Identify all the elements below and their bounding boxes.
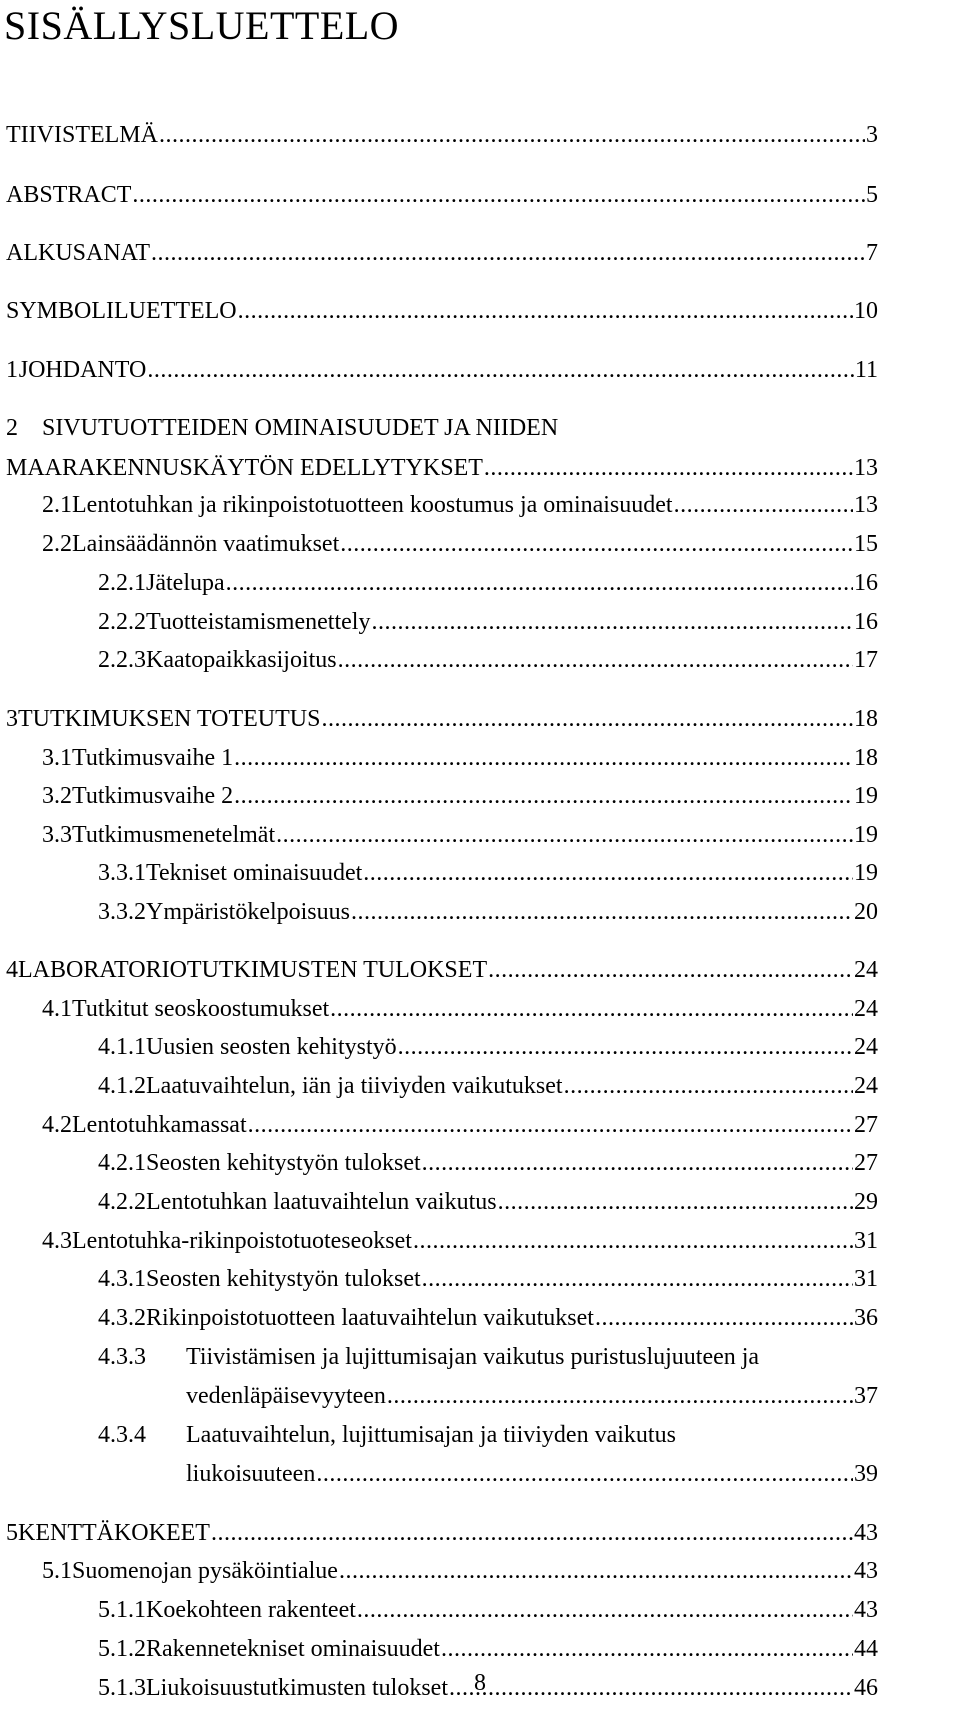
toc-entry-number: 5.1.1 xyxy=(98,1597,146,1623)
toc-entry-number: 3.1 xyxy=(42,745,72,771)
toc-entry[interactable] xyxy=(42,1554,878,1588)
toc-entry-leader xyxy=(398,1030,853,1064)
toc-entry-title: MAARAKENNUSKÄYTÖN EDELLYTYKSET xyxy=(6,455,483,481)
toc-entry-number: 4.2.1 xyxy=(98,1150,146,1176)
page-title: SISÄLLYSLUETTELO xyxy=(4,3,400,48)
toc-entry-page: 46 xyxy=(854,1675,878,1701)
toc-entry-leader xyxy=(441,1632,853,1666)
toc-entry-page: 10 xyxy=(854,298,878,324)
toc-entry[interactable] xyxy=(6,411,878,445)
toc-entry-title: Laatuvaihtelun, lujittumisajan ja tiiviyden vaikutus xyxy=(186,1422,676,1448)
toc-entry[interactable] xyxy=(186,1457,878,1491)
toc-entry-page: 19 xyxy=(854,783,878,809)
toc-entry-number: 4.1.1 xyxy=(98,1034,146,1060)
toc-entry-leader xyxy=(159,118,865,152)
toc-entry-page: 19 xyxy=(854,822,878,848)
toc-entry-title: LABORATORIOTUTKIMUSTEN TULOKSET xyxy=(18,957,488,983)
toc-entry-page: 18 xyxy=(854,706,878,732)
toc-entry-number: 5.1 xyxy=(42,1558,72,1584)
toc-entry[interactable] xyxy=(98,1593,878,1627)
toc-entry-title: Ympäristökelpoisuus xyxy=(146,899,350,925)
toc-entry-leader xyxy=(226,566,853,600)
toc-entry-title: Rakennetekniset ominaisuudet xyxy=(146,1636,440,1662)
toc-entry-page: 29 xyxy=(854,1189,878,1215)
toc-entry[interactable] xyxy=(98,1340,878,1374)
toc-entry[interactable] xyxy=(98,1301,878,1335)
toc-entry-page: 13 xyxy=(854,492,878,518)
toc-entry-number: 4.1.2 xyxy=(98,1073,146,1099)
toc-entry[interactable] xyxy=(6,353,878,387)
toc-entry-leader xyxy=(338,643,853,677)
toc-entry[interactable] xyxy=(6,118,878,152)
toc-entry-number: 2.2.1 xyxy=(98,570,146,596)
toc-entry-title: TIIVISTELMÄ xyxy=(6,122,158,148)
toc-entry-leader xyxy=(238,294,853,328)
toc-entry-number: 2 xyxy=(6,415,18,441)
toc-entry[interactable] xyxy=(42,818,878,852)
toc-entry-title: ALKUSANAT xyxy=(6,240,150,266)
toc-entry-number: 4.3 xyxy=(42,1228,72,1254)
toc-entry-leader xyxy=(330,992,853,1026)
toc-entry-title: Lainsäädännön vaatimukset xyxy=(72,531,340,557)
toc-entry-title: Liukoisuustutkimusten tulokset xyxy=(146,1675,449,1701)
toc-entry-leader xyxy=(564,1069,853,1103)
toc-entry-leader xyxy=(351,895,853,929)
toc-entry-page: 27 xyxy=(854,1150,878,1176)
toc-entry-number: 2.2 xyxy=(42,531,72,557)
toc-entry-number: 4 xyxy=(6,957,18,983)
toc-entry-title: Seosten kehitystyön tulokset xyxy=(146,1266,421,1292)
toc-entry[interactable] xyxy=(98,1262,878,1296)
toc-entry-page: 16 xyxy=(854,609,878,635)
toc-entry-leader xyxy=(488,953,853,987)
toc-entry-number: 3 xyxy=(6,706,18,732)
toc-entry-title: SIVUTUOTTEIDEN OMINAISUUDET JA NIIDEN xyxy=(42,415,559,441)
toc-entry-page: 44 xyxy=(854,1636,878,1662)
toc-entry[interactable] xyxy=(42,1224,878,1258)
toc-entry[interactable] xyxy=(98,856,878,890)
toc-entry-title: Kaatopaikkasijoitus xyxy=(146,647,337,673)
toc-entry-title: Suomenojan pysäköintialue xyxy=(72,1558,338,1584)
toc-entry-number: 4.3.1 xyxy=(98,1266,146,1292)
toc-entry-page: 43 xyxy=(854,1520,878,1546)
toc-entry-leader xyxy=(674,488,853,522)
toc-entry-title: Tuotteistamismenettely xyxy=(146,609,371,635)
toc-entry-number: 4.1 xyxy=(42,996,72,1022)
toc-entry-title: Laatuvaihtelun, iän ja tiiviyden vaikutukset xyxy=(146,1073,563,1099)
toc-entry[interactable] xyxy=(98,566,878,600)
toc-entry-leader xyxy=(316,1457,853,1491)
toc-entry[interactable] xyxy=(6,1516,878,1550)
toc-entry[interactable] xyxy=(98,1030,878,1064)
toc-entry-title: Lentotuhkan ja rikinpoistotuotteen koostumus ja ominaisuudet xyxy=(72,492,673,518)
toc-entry[interactable] xyxy=(98,1069,878,1103)
toc-entry-leader xyxy=(234,741,853,775)
toc-entry-leader xyxy=(413,1224,853,1258)
toc-entry-page: 37 xyxy=(854,1383,878,1409)
toc-entry-title: vedenläpäisevyyteen xyxy=(186,1383,386,1409)
toc-entry-page: 24 xyxy=(854,996,878,1022)
toc-entry-page: 15 xyxy=(854,531,878,557)
toc-entry-page: 18 xyxy=(854,745,878,771)
toc-entry-leader xyxy=(422,1146,853,1180)
toc-entry-number: 2.2.2 xyxy=(98,609,146,635)
toc-entry-leader xyxy=(151,236,865,270)
toc-entry-number: 4.2.2 xyxy=(98,1189,146,1215)
toc-entry-leader xyxy=(595,1301,853,1335)
toc-entry[interactable] xyxy=(98,1418,878,1452)
toc-entry-page: 17 xyxy=(854,647,878,673)
toc-entry-title: Tekniset ominaisuudet xyxy=(146,860,363,886)
toc-entry[interactable] xyxy=(6,236,878,270)
toc-entry-page: 31 xyxy=(854,1228,878,1254)
toc-entry-leader xyxy=(422,1262,853,1296)
toc-entry[interactable] xyxy=(6,451,878,485)
toc-entry-page: 27 xyxy=(854,1112,878,1138)
toc-entry-page: 24 xyxy=(854,957,878,983)
toc-entry-page: 24 xyxy=(854,1073,878,1099)
toc-entry[interactable] xyxy=(42,741,878,775)
toc-entry-title: liukoisuuteen xyxy=(186,1461,316,1487)
toc-entry[interactable] xyxy=(42,527,878,561)
toc-entry-title: Lentotuhkan laatuvaihtelun vaikutus xyxy=(146,1189,497,1215)
toc-entry-title: ABSTRACT xyxy=(6,182,132,208)
toc-entry-page: 7 xyxy=(866,240,878,266)
toc-entry-number: 2.1 xyxy=(42,492,72,518)
toc-entry-page: 19 xyxy=(854,860,878,886)
toc-entry-page: 31 xyxy=(854,1266,878,1292)
toc-entry-page: 11 xyxy=(854,357,878,383)
toc-entry-leader xyxy=(211,1516,853,1550)
toc-entry-title: Seosten kehitystyön tulokset xyxy=(146,1150,421,1176)
toc-entry[interactable] xyxy=(6,178,878,212)
toc-entry-page: 43 xyxy=(854,1558,878,1584)
toc-entry-number: 4.3.2 xyxy=(98,1305,146,1331)
toc-entry-page: 13 xyxy=(854,455,878,481)
toc-entry-leader xyxy=(363,856,853,890)
toc-entry-number: 3.2 xyxy=(42,783,72,809)
toc-entry-leader xyxy=(321,702,853,736)
toc-entry-leader xyxy=(276,818,853,852)
toc-entry-leader xyxy=(357,1593,853,1627)
toc-entry[interactable] xyxy=(98,605,878,639)
toc-entry-title: SYMBOLILUETTELO xyxy=(6,298,237,324)
toc-entry[interactable] xyxy=(98,895,878,929)
page-number: 8 xyxy=(474,1670,486,1696)
toc-entry-number: 4.3.3 xyxy=(98,1344,146,1370)
toc-entry[interactable] xyxy=(98,1185,878,1219)
toc-entry-leader xyxy=(147,353,854,387)
toc-entry-page: 20 xyxy=(854,899,878,925)
toc-entry-number: 1 xyxy=(6,357,18,383)
toc-entry-title: Tutkimusvaihe 1 xyxy=(72,745,234,771)
toc-entry[interactable] xyxy=(6,294,878,328)
toc-entry-title: JOHDANTO xyxy=(18,357,147,383)
toc-entry[interactable] xyxy=(42,992,878,1026)
toc-entry-leader xyxy=(340,527,853,561)
toc-entry-title: TUTKIMUKSEN TOTEUTUS xyxy=(18,706,321,732)
toc-entry-title: Tutkitut seoskoostumukset xyxy=(72,996,330,1022)
toc-entry-number: 5.1.3 xyxy=(98,1675,146,1701)
toc-entry-leader xyxy=(371,605,853,639)
toc-entry-title: Rikinpoistotuotteen laatuvaihtelun vaikutukset xyxy=(146,1305,594,1331)
toc-entry-title: Lentotuhkamassat xyxy=(72,1112,247,1138)
toc-entry[interactable] xyxy=(42,488,878,522)
toc-entry-number: 4.2 xyxy=(42,1112,72,1138)
toc-entry-title: Tiivistämisen ja lujittumisajan vaikutus puristuslujuuteen ja xyxy=(186,1344,760,1370)
toc-entry-title: Koekohteen rakenteet xyxy=(146,1597,356,1623)
toc-entry-leader xyxy=(484,451,853,485)
toc-entry[interactable] xyxy=(98,1632,878,1666)
toc-entry[interactable] xyxy=(186,1379,878,1413)
toc-entry-leader xyxy=(132,178,865,212)
toc-entry-leader xyxy=(339,1554,853,1588)
toc-entry[interactable] xyxy=(42,1108,878,1142)
toc-entry-title: Uusien seosten kehitystyö xyxy=(146,1034,397,1060)
toc-entry[interactable] xyxy=(42,779,878,813)
toc-entry-number: 3.3.1 xyxy=(98,860,146,886)
toc-entry-number: 5.1.2 xyxy=(98,1636,146,1662)
toc-entry-number: 3.3 xyxy=(42,822,72,848)
toc-entry-title: Jätelupa xyxy=(146,570,225,596)
toc-entry-title: KENTTÄKOKEET xyxy=(18,1520,210,1546)
toc-entry-leader xyxy=(234,779,853,813)
toc-entry-leader xyxy=(387,1379,853,1413)
toc-entry-page: 39 xyxy=(854,1461,878,1487)
toc-entry-title: Lentotuhka-rikinpoistotuoteseokset xyxy=(72,1228,412,1254)
toc-entry-leader xyxy=(498,1185,853,1219)
toc-entry-number: 3.3.2 xyxy=(98,899,146,925)
toc-entry-page: 3 xyxy=(866,122,878,148)
toc-entry-page: 36 xyxy=(854,1305,878,1331)
toc-entry-title: Tutkimusmenetelmät xyxy=(72,822,276,848)
toc-entry-number: 4.3.4 xyxy=(98,1422,146,1448)
toc-entry-leader xyxy=(248,1108,853,1142)
toc-entry[interactable] xyxy=(98,1146,878,1180)
toc-entry-title: Tutkimusvaihe 2 xyxy=(72,783,234,809)
toc-entry-number: 5 xyxy=(6,1520,18,1546)
toc-entry-page: 24 xyxy=(854,1034,878,1060)
toc-entry-page: 16 xyxy=(854,570,878,596)
toc-entry-number: 2.2.3 xyxy=(98,647,146,673)
toc-entry-page: 43 xyxy=(854,1597,878,1623)
toc-entry[interactable] xyxy=(98,643,878,677)
toc-entry[interactable] xyxy=(6,702,878,736)
toc-entry-page: 5 xyxy=(866,182,878,208)
toc-entry[interactable] xyxy=(6,953,878,987)
